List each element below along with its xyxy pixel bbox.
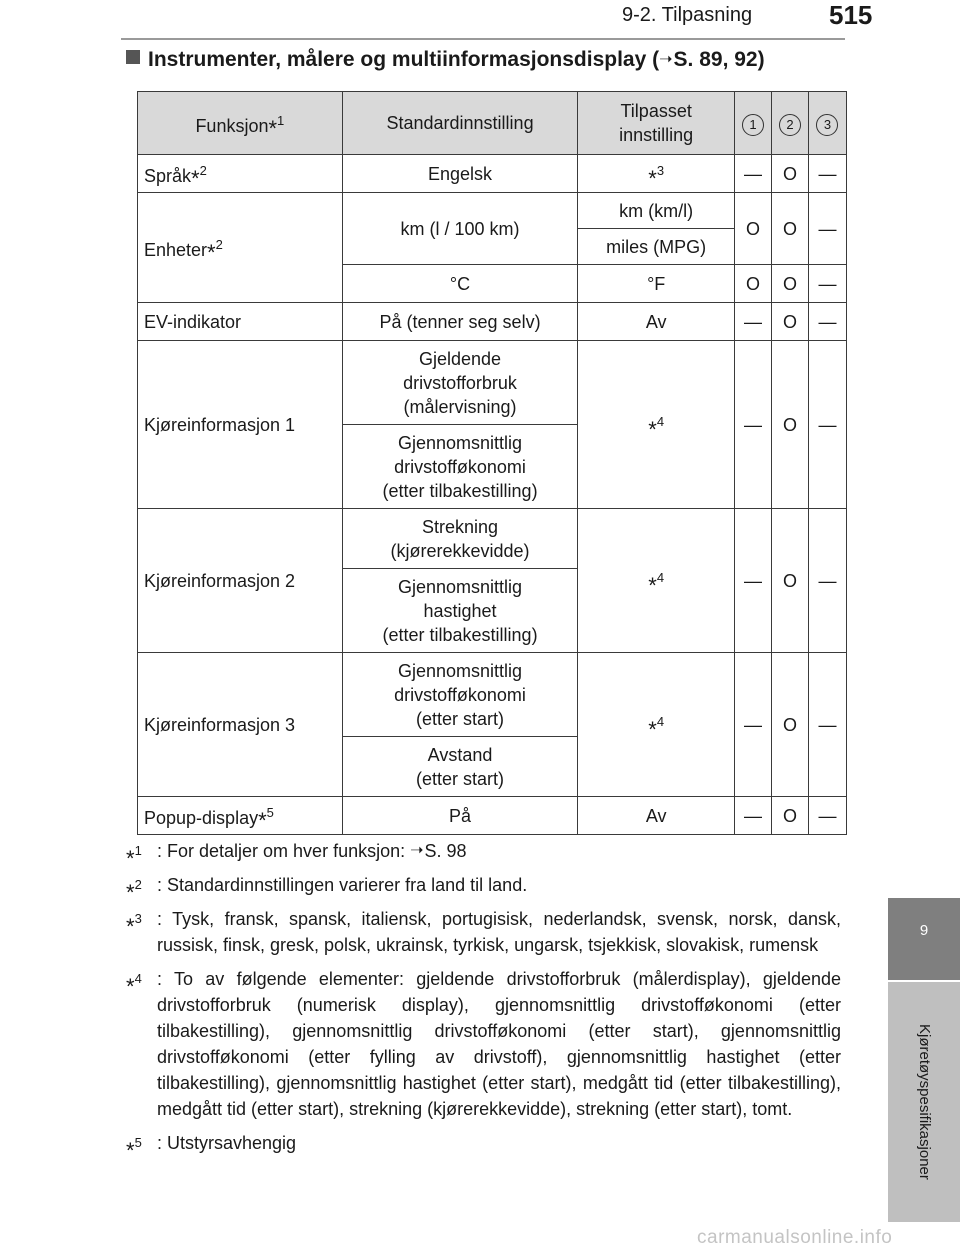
- section-title-text: Instrumenter, målere og multiinformasjonsdisplay (: [148, 48, 660, 71]
- table-row: Språk*$^2$ Engelsk *$^3$ — O —: [138, 155, 847, 193]
- arrow-right-icon: ➝: [410, 842, 424, 859]
- watermark: carmanualsonline.info: [697, 1227, 893, 1248]
- header-default: Standardinnstilling: [342, 92, 578, 155]
- function-drive-info-1: Kjøreinformasjon 1: [138, 341, 343, 509]
- table-row: miles (MPG): [138, 229, 847, 265]
- side-tab-label: Kjøretøyspesifikasjoner: [916, 1024, 933, 1180]
- table-row: Kjøreinformasjon 1 Gjeldende drivstofforbruk (målervisning) *$^4$ — O —: [138, 341, 847, 425]
- header-rule: [121, 38, 845, 40]
- page-number: 515: [829, 0, 873, 30]
- header-function: Funksjon*$^1$: [138, 92, 343, 155]
- table-row: EV-indikator På (tenner seg selv) Av — O —: [138, 303, 847, 341]
- section-title: [126, 48, 765, 72]
- header-custom: Tilpasset innstilling: [578, 92, 735, 155]
- footnote-5: *$^5$ : Utstyrsavhengig: [126, 1133, 297, 1163]
- table-row: Enheter*$^2$ km (l / 100 km) km (km/l) O O —: [138, 193, 847, 229]
- table-row: Kjøreinformasjon 2 Strekning (kjørerekkevidde) *$^4$ — O —: [138, 509, 847, 569]
- function-units: Enheter*$^2$: [138, 193, 343, 303]
- table-row: Kjøreinformasjon 3 Gjennomsnittlig drivstofføkonomi (etter start) *$^4$ — O —: [138, 653, 847, 737]
- footnotes: [126, 838, 841, 1164]
- table-row: °C °F O O —: [138, 265, 847, 303]
- header-mark-1: 1: [735, 92, 772, 155]
- header-section: 9-2. Tilpasning: [622, 4, 753, 26]
- side-tab-number: 9: [919, 922, 929, 939]
- settings-table: [137, 91, 847, 835]
- function-drive-info-2: Kjøreinformasjon 2: [138, 509, 343, 653]
- table-header-row: [138, 92, 847, 155]
- square-bullet-icon: [126, 50, 140, 64]
- footnote-1: *$^1$ : For detaljer om hver funksjon: ➝S. 98: [126, 838, 841, 864]
- function-language: Språk*$^2$: [138, 155, 343, 193]
- section-title-ref: S. 89, 92): [673, 48, 765, 71]
- function-popup-display: Popup-display*$^5$: [138, 797, 343, 835]
- table-row: Gjennomsnittlig hastighet (etter tilbakestilling): [138, 569, 847, 653]
- table-row: Avstand (etter start): [138, 737, 847, 797]
- arrow-right-icon: ➝: [659, 51, 673, 68]
- footnote-2: *$^2$ : Standardinnstillingen varierer fra land til land.: [126, 875, 528, 905]
- footnote-4: *$^4$ : To av følgende elementer: gjeldende drivstofforbruk (målerdisplay), gjeldende drivstofforbruk (numerisk display), gjennomsnittlig drivstofføkonomi (etter tilbakestilling), gjennomsnittlig drivstofføkonomi (etter start), gjennomsnittlig drivstofføkonomi (etter fylling av drivstoff), gjennomsnittlig hastighet (etter tilbakestilling), gjennomsnittlig hastighet (etter start), medgått tid (etter tilbakestilling), medgått tid (etter start), strekning (kjørerekkevidde), strekning (etter start), tomt.: [126, 969, 841, 1119]
- table-row: Popup-display*$^5$ På Av — O —: [138, 797, 847, 835]
- side-tab-chapter-block: [888, 898, 960, 980]
- function-ev-indicator: EV-indikator: [138, 303, 343, 341]
- header-mark-3: 3: [808, 92, 846, 155]
- footnote-3: *$^3$ : Tysk, fransk, spansk, italiensk, portugisisk, nederlandsk, svensk, norsk, dansk, russisk, finsk, gresk, polsk, ukrainsk, tyrkisk, ungarsk, tsjekkisk, slovakisk, rumensk: [126, 909, 841, 955]
- header-mark-2: 2: [771, 92, 808, 155]
- table-row: Gjennomsnittlig drivstofføkonomi (etter tilbakestilling): [138, 425, 847, 509]
- function-drive-info-3: Kjøreinformasjon 3: [138, 653, 343, 797]
